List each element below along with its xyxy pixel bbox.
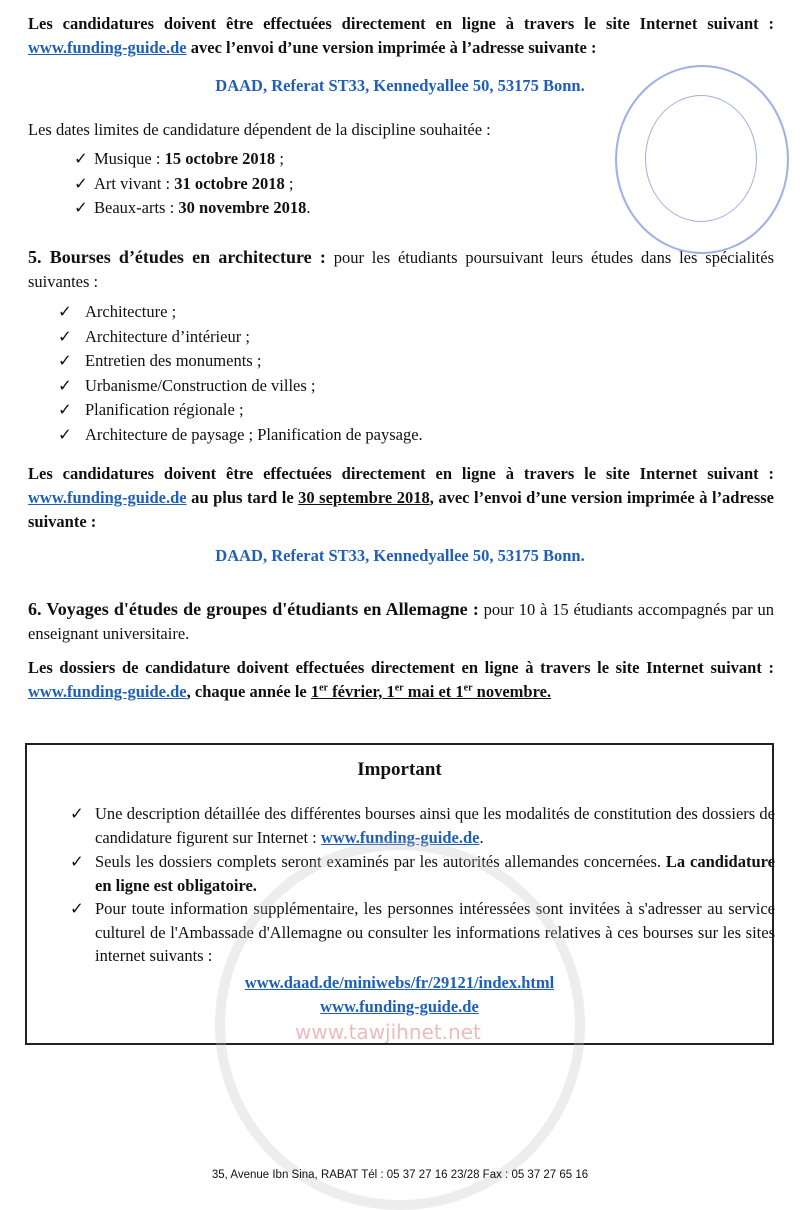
- list-item: ✓ Beaux-arts : 30 novembre 2018.: [74, 196, 310, 221]
- list-item: ✓ Entretien des monuments ;: [58, 349, 423, 374]
- list-item: ✓ Architecture ;: [58, 300, 423, 325]
- deadline-date: 30 septembre 2018: [298, 488, 430, 507]
- checkmark-icon: ✓: [74, 198, 88, 217]
- section-6-heading: 6. Voyages d'études de groupes d'étudiants en Allemagne : pour 10 à 15 étudiants accompagnés par un enseignant universitaire.: [28, 599, 774, 643]
- official-stamp: [615, 65, 789, 254]
- application-paragraph-1: Les candidatures doivent être effectuées directement en ligne à travers le site Internet suivant : www.funding-guide.de avec l’envoi d’une version imprimée à l’adresse suivante :: [28, 14, 774, 57]
- checkmark-icon: ✓: [70, 852, 84, 871]
- footer-address: 35, Avenue Ibn Sina, RABAT Tél : 05 37 27 16 23/28 Fax : 05 37 27 65 16: [211, 1169, 589, 1181]
- list-item: ✓ Art vivant : 31 octobre 2018 ;: [74, 172, 310, 197]
- funding-guide-link[interactable]: www.funding-guide.de: [28, 682, 187, 701]
- deadlines-intro: Les dates limites de candidature dépendent de la discipline souhaitée :: [28, 120, 491, 139]
- important-item-2: ✓ Seuls les dossiers complets seront examinés par les autorités allemandes concernées. La candidature en ligne est obligatoire.: [70, 852, 775, 895]
- checkmark-icon: ✓: [58, 424, 72, 444]
- checkmark-icon: ✓: [74, 149, 88, 168]
- checkmark-icon: ✓: [58, 375, 72, 395]
- checkmark-icon: ✓: [70, 804, 84, 823]
- deadlines-list: [74, 147, 310, 221]
- checkmark-icon: ✓: [74, 173, 88, 193]
- list-item: ✓ Urbanisme/Construction de villes ;: [58, 374, 423, 399]
- section-5-heading: 5. Bourses d’études en architecture : pour les étudiants poursuivant leurs études dans les spécialités suivantes :: [28, 247, 774, 291]
- list-item: ✓ Architecture de paysage ; Planification de paysage.: [58, 423, 423, 448]
- funding-guide-link[interactable]: www.funding-guide.de: [320, 997, 479, 1016]
- checkmark-icon: ✓: [58, 400, 72, 419]
- checkmark-icon: ✓: [70, 899, 84, 918]
- section-6-title: 6. Voyages d'études de groupes d'étudiants en Allemagne :: [28, 599, 479, 619]
- funding-guide-link[interactable]: www.funding-guide.de: [320, 827, 480, 847]
- important-item-3: ✓ Pour toute information supplémentaire, les personnes intéressées sont invitées à s'adresser au service culturel de l'Ambassade d'Allemagne ou consulter les informations relatives à ces bourses sur les sites internet suivants :: [70, 899, 775, 965]
- important-title: Important: [357, 759, 442, 780]
- list-item: ✓ Planification régionale ;: [58, 398, 423, 423]
- watermark-text: www.tawjihnet.net: [295, 1020, 481, 1044]
- funding-guide-link[interactable]: www.funding-guide.de: [28, 38, 187, 57]
- list-item: ✓ Architecture d’intérieur ;: [58, 325, 423, 350]
- application-paragraph-3: Les dossiers de candidature doivent effectuées directement en ligne à travers le site Internet suivant : www.funding-guide.de, chaque année le 1er février, 1er mai et 1er novembre.: [28, 658, 774, 701]
- architecture-list: [58, 300, 423, 447]
- annual-dates: 1er février, 1er mai et 1er novembre.: [310, 682, 552, 701]
- application-paragraph-2: Les candidatures doivent être effectuées directement en ligne à travers le site Internet suivant : www.funding-guide.de au plus tard le 30 septembre 2018, avec l’envoi d’une version imprimée à l’adresse suivante :: [28, 464, 774, 531]
- list-item: ✓ Musique : 15 octobre 2018 ;: [74, 147, 310, 172]
- section-5-title: 5. Bourses d’études en architecture :: [28, 247, 326, 267]
- checkmark-icon: ✓: [58, 326, 72, 346]
- stamp-inner-ring: [645, 95, 757, 222]
- daad-link[interactable]: www.daad.de/miniwebs/fr/29121/index.html: [244, 973, 555, 992]
- important-item-1: ✓ Une description détaillée des différentes bourses ainsi que les modalités de constitution des dossiers de candidature figurent sur Internet : www.funding-guide.de.: [70, 804, 775, 847]
- funding-guide-link[interactable]: www.funding-guide.de: [28, 488, 187, 507]
- checkmark-icon: ✓: [58, 351, 72, 370]
- address-line-1: DAAD, Referat ST33, Kennedyallee 50, 53175 Bonn.: [215, 76, 585, 95]
- checkmark-icon: ✓: [58, 302, 72, 321]
- address-line-2: DAAD, Referat ST33, Kennedyallee 50, 53175 Bonn.: [215, 546, 585, 565]
